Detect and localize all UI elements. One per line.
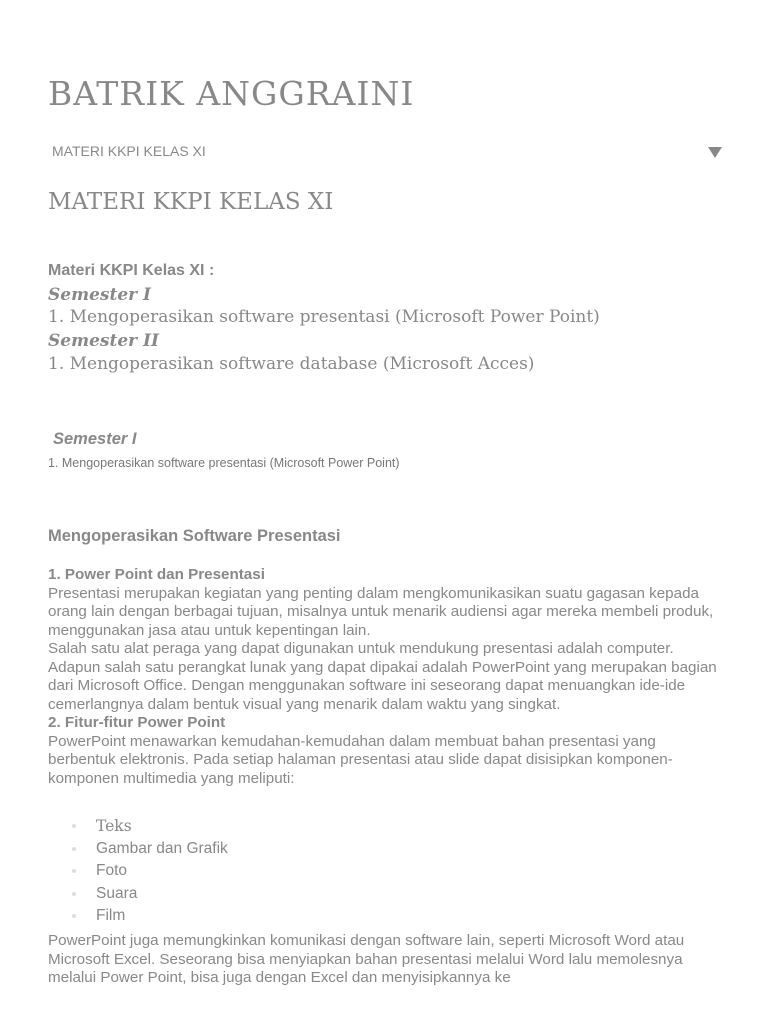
list-item: Suara: [72, 883, 228, 906]
list-item: Teks: [72, 815, 228, 838]
semester-2-label: Semester II: [48, 331, 159, 351]
section-heading: Mengoperasikan Software Presentasi: [48, 527, 341, 545]
closing-paragraph: PowerPoint juga memungkinkan komunikasi dengan software lain, seperti Microsoft Word atau Microsoft Excel. Seseorang bisa menyiapkan bahan presentasi melalui Word lalu memolesnya melalui Power Point, bisa juga dengan Excel dan menyisipkannya ke: [48, 932, 685, 986]
semester-1-item: 1. Mengoperasikan software presentasi (Microsoft Power Point): [48, 307, 600, 327]
subheading-2: 2. Fitur-fitur Power Point: [48, 714, 226, 731]
feature-list: [72, 815, 228, 928]
current-page-label[interactable]: MATERI KKPI KELAS XI: [52, 143, 206, 159]
semester-1-label: Semester I: [48, 285, 151, 305]
semester-1-item-small: 1. Mengoperasikan software presentasi (Microsoft Power Point): [48, 456, 400, 470]
blog-title[interactable]: BATRIK ANGGRAINI: [48, 74, 415, 113]
triangle-down-icon[interactable]: [706, 143, 724, 161]
semester-1-label-small: Semester I: [53, 430, 137, 448]
list-item: Foto: [72, 860, 228, 883]
paragraph-3: PowerPoint menawarkan kemudahan-kemudahan dalam membuat bahan presentasi yang berbentuk elektronis. Pada setiap halaman presentasi atau slide dapat disisipkan komponen-komponen multimedia yang meliputi:: [48, 732, 673, 787]
list-item: Film: [72, 905, 228, 928]
intro-heading: Materi KKPI Kelas XI :: [48, 262, 215, 279]
subheading-1: 1. Power Point dan Presentasi: [48, 566, 265, 583]
paragraph-1: Presentasi merupakan kegiatan yang penting dalam mengkomunikasikan suatu gagasan kepada orang lain dengan berbagai tujuan, misalnya untuk menarik audiensi agar mereka membeli produk, menggunakan jasa atau untuk kepentingan lain.: [48, 584, 714, 639]
semester-2-item: 1. Mengoperasikan software database (Microsoft Acces): [48, 354, 535, 374]
paragraph-2: Salah satu alat peraga yang dapat digunakan untuk mendukung presentasi adalah computer. Adapun salah satu perangkat lunak yang dapat dipakai adalah PowerPoint yang merupakan bagian dari Microsoft Office. Dengan menggunakan software ini seseorang dapat menuangkan ide-ide cemerlangnya dalam bentuk visual yang menarik dalam waktu yang singkat.: [48, 640, 717, 713]
list-item: Gambar dan Grafik: [72, 838, 228, 861]
post-title: MATERI KKPI KELAS XI: [48, 189, 334, 215]
pages-dropdown[interactable]: [52, 143, 724, 165]
section-content: [48, 566, 720, 788]
